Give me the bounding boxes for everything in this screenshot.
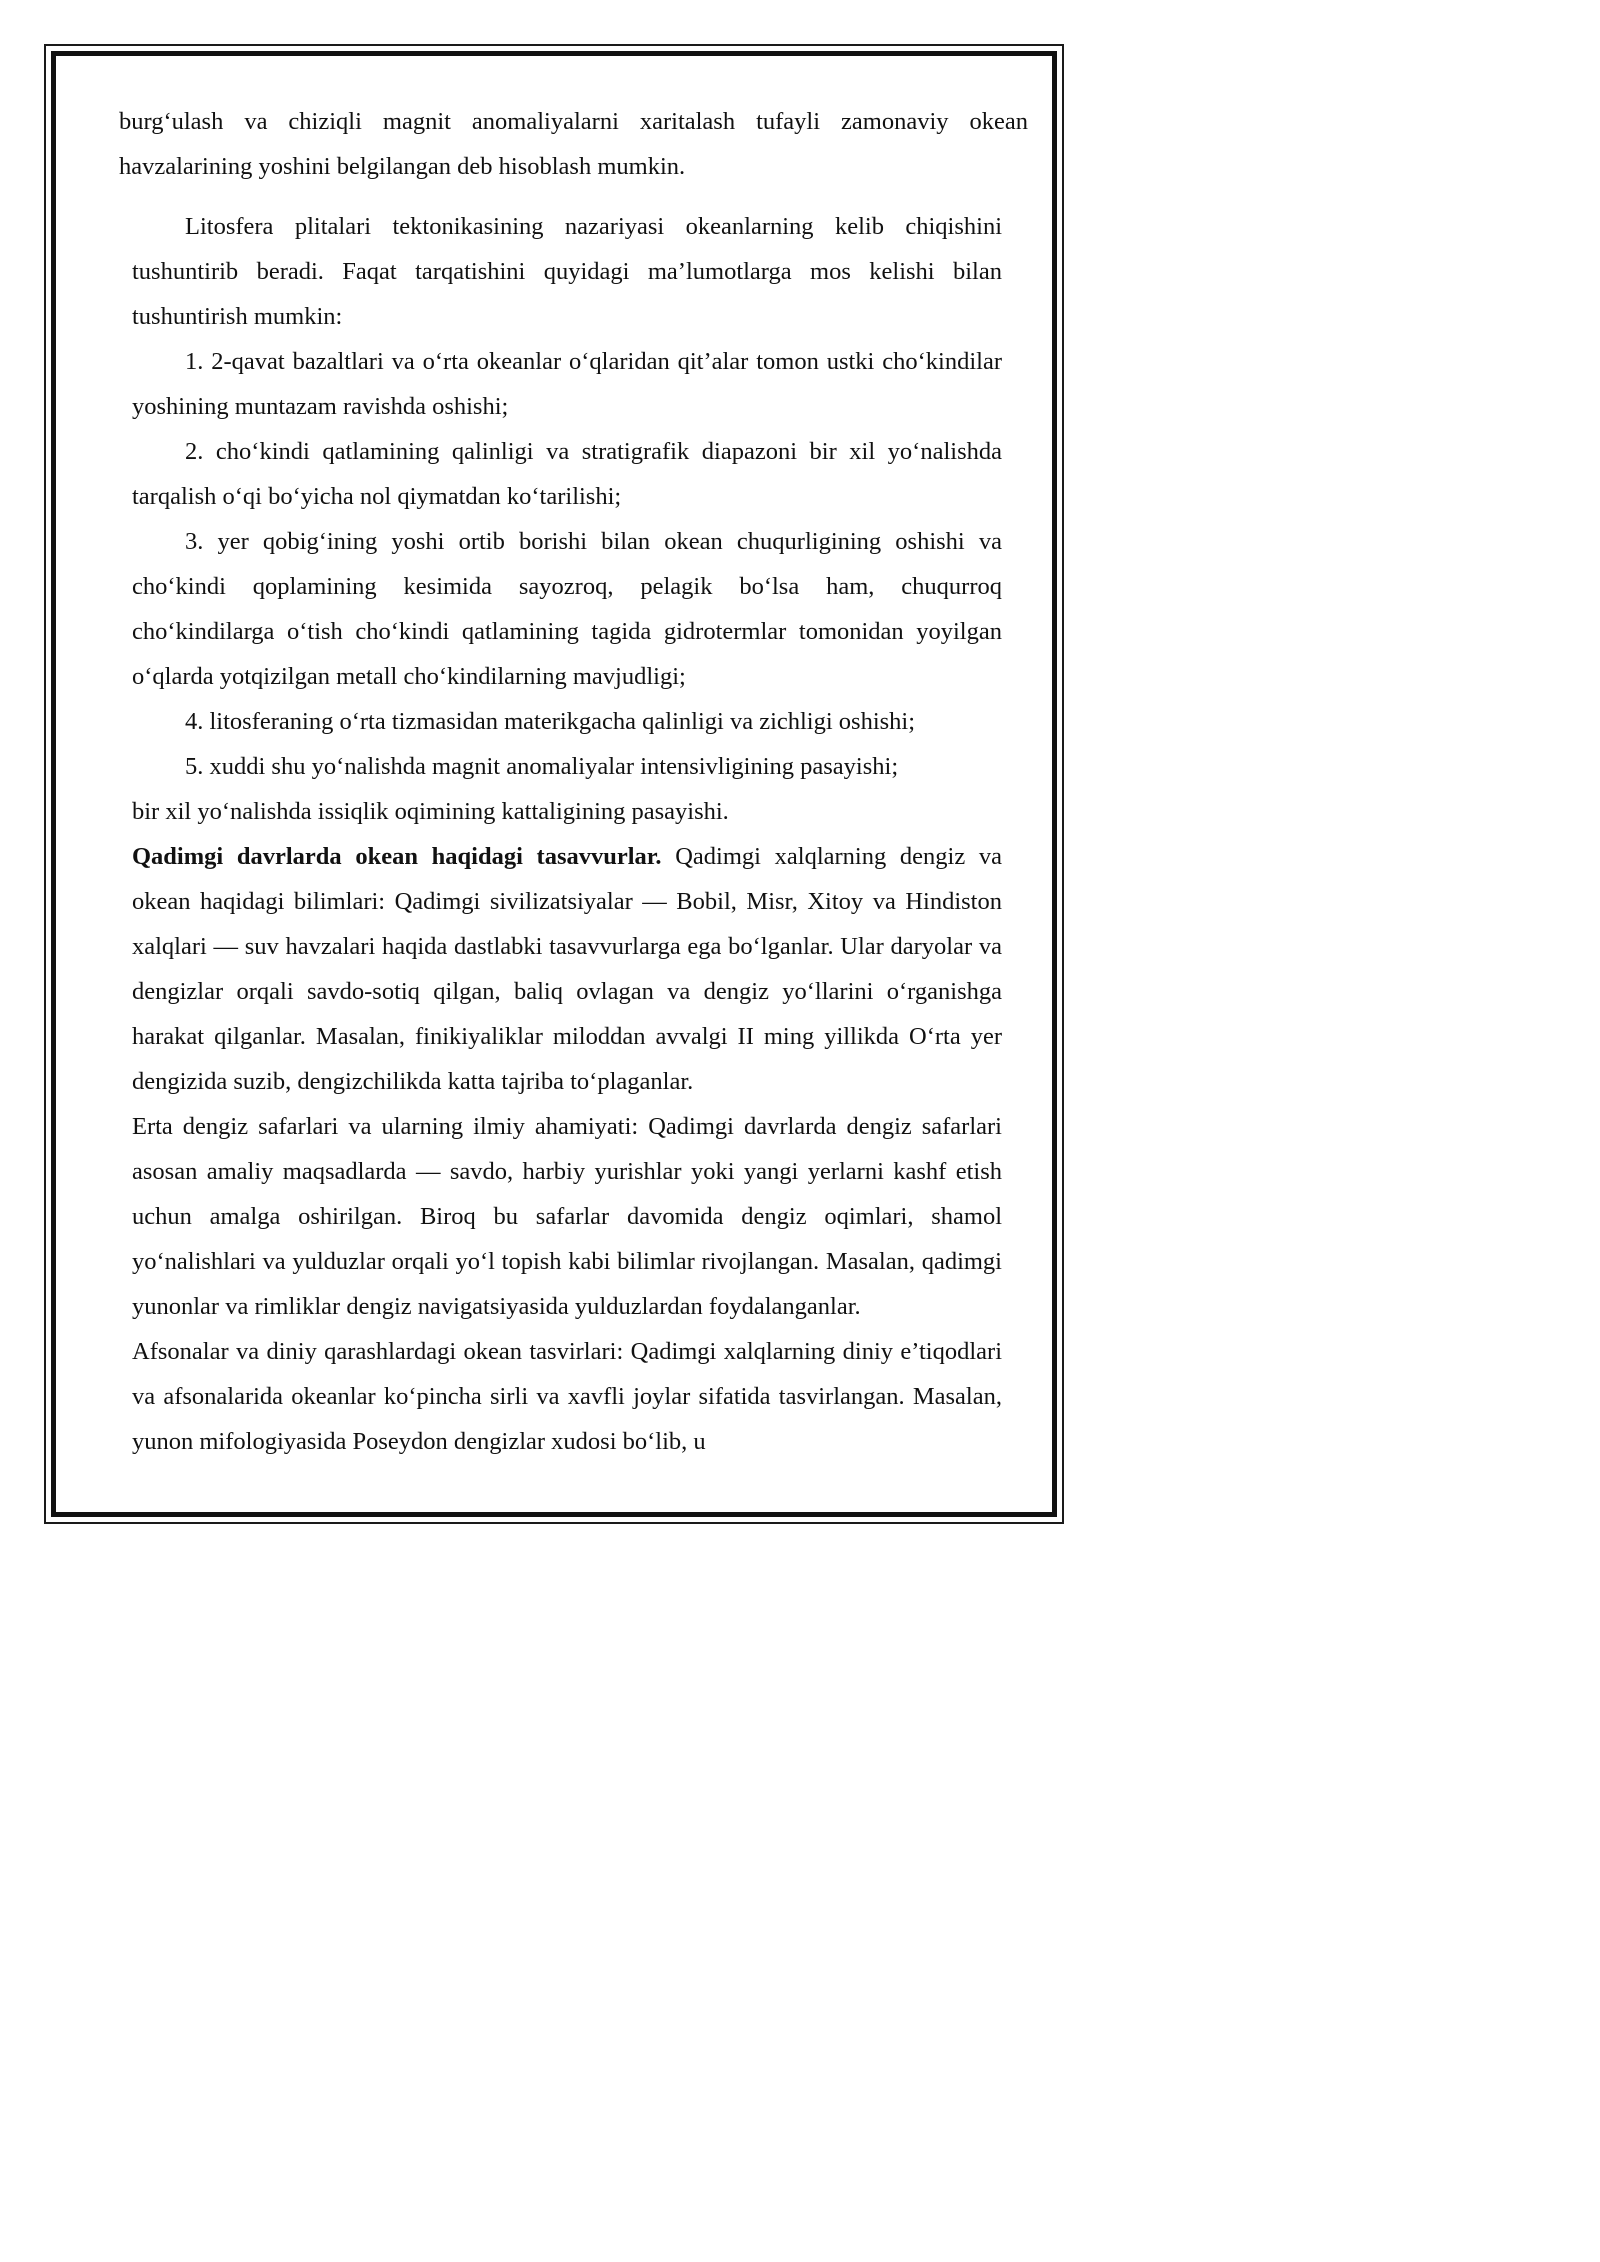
- list-item-4: 4. litosferaning o‘rta tizmasidan materikgacha qalinligi va zichligi oshishi;: [185, 708, 916, 735]
- theory-text: Litosfera plitalari tektonikasining nazariyasi okeanlarning kelib chiqishini tushuntirib beradi. Faqat tarqatishini quyidagi ma’lumotlarga mos kelishi bilan tushuntirish mumkin:: [132, 213, 1002, 330]
- ancient-text: Qadimgi xalqlarning dengiz va okean haqidagi bilimlari: Qadimgi sivilizatsiyalar — Bobil, Misr, Xitoy va Hindiston xalqlari — suv havzalari haqida dastlabki tasavvurlarga ega bo‘lganlar. Ular daryolar va dengizlar orqali savdo-sotiq qilgan, baliq ovlagan va dengiz yo‘llarini o‘rganishga harakat qilganlar. Masalan, finikiyaliklar miloddan avvalgi II ming yillikda O‘rta yer dengizida suzib, dengizchilikda katta tajriba to‘plaganlar.: [132, 843, 1002, 1095]
- list-item-5: 5. xuddi shu yo‘nalishda magnit anomaliyalar intensivligining pasayishi;: [185, 753, 899, 780]
- voyages-paragraph: Erta dengiz safarlari va ularning ilmiy ahamiyati: Qadimgi davrlarda dengiz safarlari asosan amaliy maqsadlarda — savdo, harbiy yurishlar yoki yangi yerlarni kashf etish uchun amalga oshirilgan. Biroq bu safarlar davomida dengiz oqimlari, shamol yo‘nalishlari va yulduzlar orqali yo‘l topish kabi bilimlar rivojlangan. Masalan, qadimgi yunonlar va rimliklar dengiz navigatsiyasida yulduzlardan foydalanganlar.: [132, 1113, 1002, 1320]
- list-item-2: 2. cho‘kindi qatlamining qalinligi va stratigrafik diapazoni bir xil yo‘nalishda tarqalish o‘qi bo‘yicha nol qiymatdan ko‘tarilishi;: [132, 438, 1002, 510]
- list-item-1: 1. 2-qavat bazaltlari va o‘rta okeanlar o‘qlaridan qit’alar tomon ustki cho‘kindilar yoshining muntazam ravishda oshishi;: [132, 348, 1002, 420]
- myths-paragraph: Afsonalar va diniy qarashlardagi okean tasvirlari: Qadimgi xalqlarning diniy e’tiqodlari va afsonalarida okeanlar ko‘pincha sirli va xavfli joylar sifatida tasvirlangan. Masalan, yunon mifologiyasida Poseydon dengizlar xudosi bo‘lib, u: [132, 1338, 1002, 1455]
- heat-flow-line: bir xil yo‘nalishda issiqlik oqimining kattaligining pasayishi.: [132, 798, 729, 825]
- theory-paragraph: [132, 204, 1002, 339]
- section-heading: Qadimgi davrlarda okean haqidagi tasavvurlar.: [132, 843, 662, 870]
- ancient-paragraph: [132, 834, 1002, 1104]
- list-item-3: 3. yer qobig‘ining yoshi ortib borishi bilan okean chuqurligining oshishi va cho‘kindi qoplamining kesimida sayozroq, pelagik bo‘lsa ham, chuqurroq cho‘kindilarga o‘tish cho‘kindi qatlamining tagida gidrotermlar tomonidan yoyilgan o‘qlarda yotqizilgan metall cho‘kindilarning mavjudligi;: [132, 528, 1002, 690]
- intro-paragraph: burg‘ulash va chiziqli magnit anomaliyalarni xaritalash tufayli zamonaviy okean havzalarining yoshini belgilangan deb hisoblash mumkin.: [119, 108, 1028, 180]
